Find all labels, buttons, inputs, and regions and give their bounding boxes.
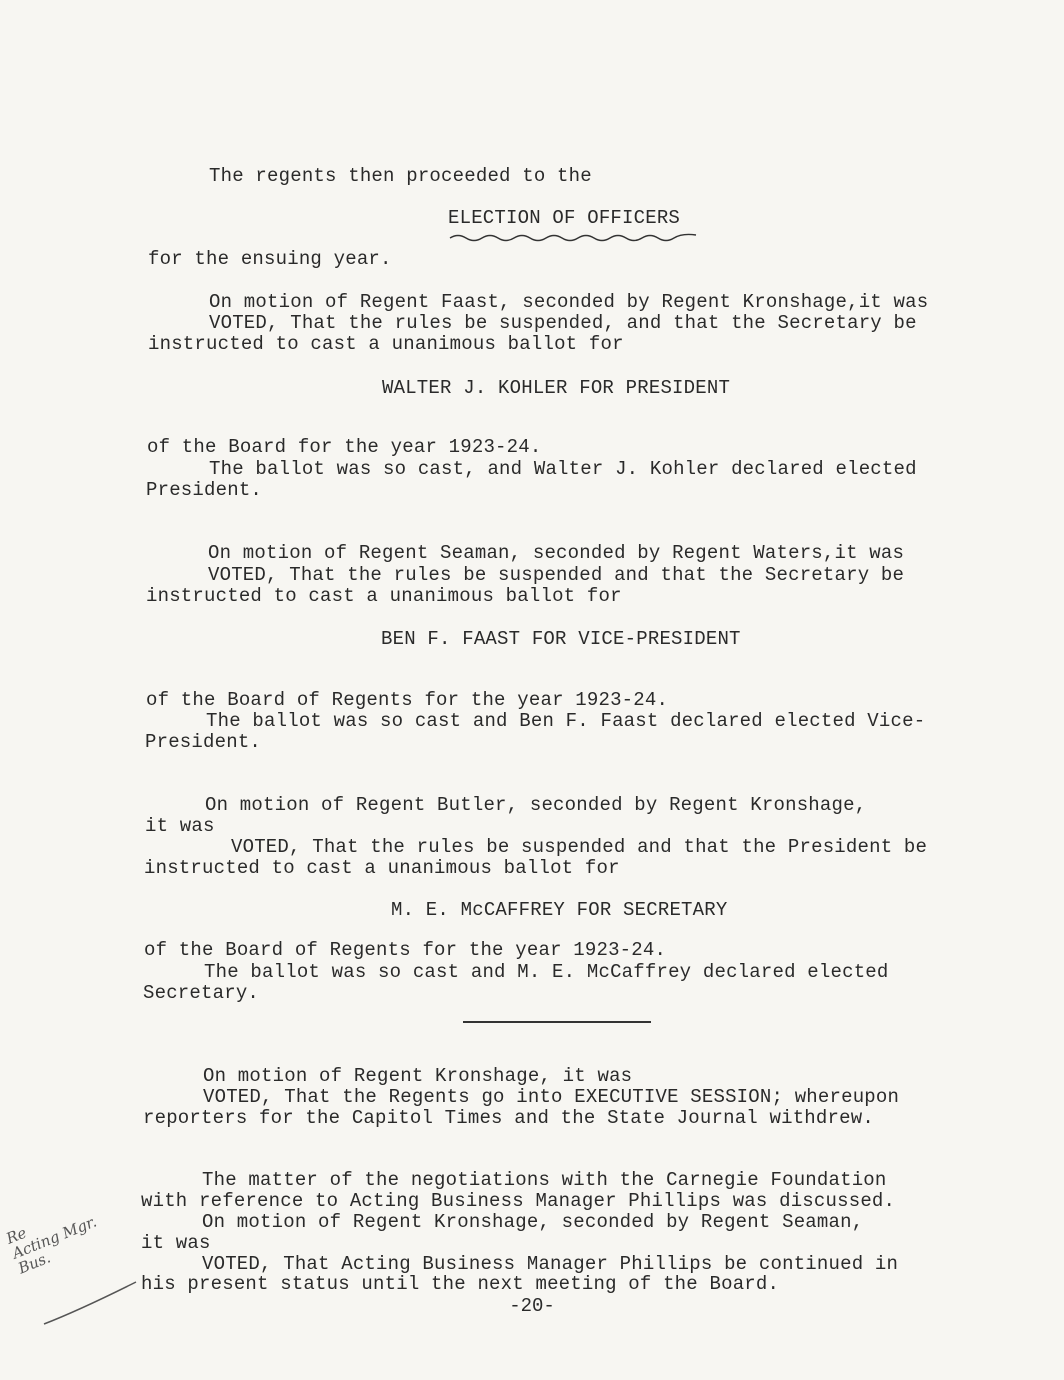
secretary-voted: VOTED, That the rules be suspended and that the President be: [231, 836, 928, 858]
president-ballot: The ballot was so cast, and Walter J. Kohler declared elected: [209, 458, 917, 480]
section-heading: ELECTION OF OFFICERS: [448, 207, 681, 229]
section-divider: [463, 1021, 651, 1023]
secretary-of-board: of the Board of Regents for the year 1923-24.: [144, 939, 667, 961]
president-title: WALTER J. KOHLER FOR PRESIDENT: [382, 377, 731, 399]
carnegie-line-1: The matter of the negotiations with the Carnegie Foundation: [202, 1169, 887, 1191]
vp-ballot: The ballot was so cast and Ben F. Faast declared elected Vice-: [206, 710, 926, 732]
president-motion: On motion of Regent Faast, seconded by Regent Kronshage,it was: [209, 291, 929, 313]
handwritten-margin-note: Re Acting Mgr. Bus.: [3, 1212, 100, 1278]
carnegie-line-4: it was: [141, 1232, 211, 1254]
president-voted: VOTED, That the rules be suspended, and that the Secretary be: [209, 312, 917, 334]
vp-voted: VOTED, That the rules be suspended and that the Secretary be: [208, 564, 905, 586]
intro-line: The regents then proceeded to the: [209, 165, 592, 187]
ensuing-line: for the ensuing year.: [148, 248, 392, 270]
executive-motion: On motion of Regent Kronshage, it was: [203, 1065, 633, 1087]
carnegie-line-3: On motion of Regent Kronshage, seconded by Regent Seaman,: [202, 1211, 864, 1233]
executive-reporters: reporters for the Capitol Times and the State Journal withdrew.: [143, 1107, 874, 1129]
vp-of-board: of the Board of Regents for the year 1923-24.: [146, 689, 669, 711]
carnegie-line-5: VOTED, That Acting Business Manager Phillips be continued in: [202, 1253, 899, 1275]
secretary-ballot-cont: Secretary.: [143, 982, 260, 1004]
president-ballot-cont: President.: [146, 479, 263, 501]
heading-wavy-underline: [448, 232, 700, 242]
vp-title: BEN F. FAAST FOR VICE-PRESIDENT: [381, 628, 741, 650]
vp-instructed: instructed to cast a unanimous ballot for: [146, 585, 622, 607]
secretary-ballot: The ballot was so cast and M. E. McCaffrey declared elected: [204, 961, 889, 983]
vp-ballot-cont: President.: [145, 731, 262, 753]
carnegie-line-6: his present status until the next meeting of the Board.: [141, 1273, 780, 1295]
executive-voted: VOTED, That the Regents go into EXECUTIVE SESSION; whereupon: [203, 1086, 900, 1108]
secretary-instructed: instructed to cast a unanimous ballot for: [144, 857, 620, 879]
vp-motion: On motion of Regent Seaman, seconded by Regent Waters,it was: [208, 542, 905, 564]
president-of-board: of the Board for the year 1923-24.: [147, 436, 542, 458]
secretary-motion-cont: it was: [145, 815, 215, 837]
page-number: -20-: [509, 1295, 555, 1317]
president-instructed: instructed to cast a unanimous ballot for: [148, 333, 624, 355]
section-heading-wrap: [448, 208, 680, 229]
carnegie-line-2: with reference to Acting Business Manager Phillips was discussed.: [141, 1190, 896, 1212]
secretary-motion: On motion of Regent Butler, seconded by Regent Kronshage,: [205, 794, 867, 816]
secretary-title: M. E. McCAFFREY FOR SECRETARY: [391, 899, 728, 921]
